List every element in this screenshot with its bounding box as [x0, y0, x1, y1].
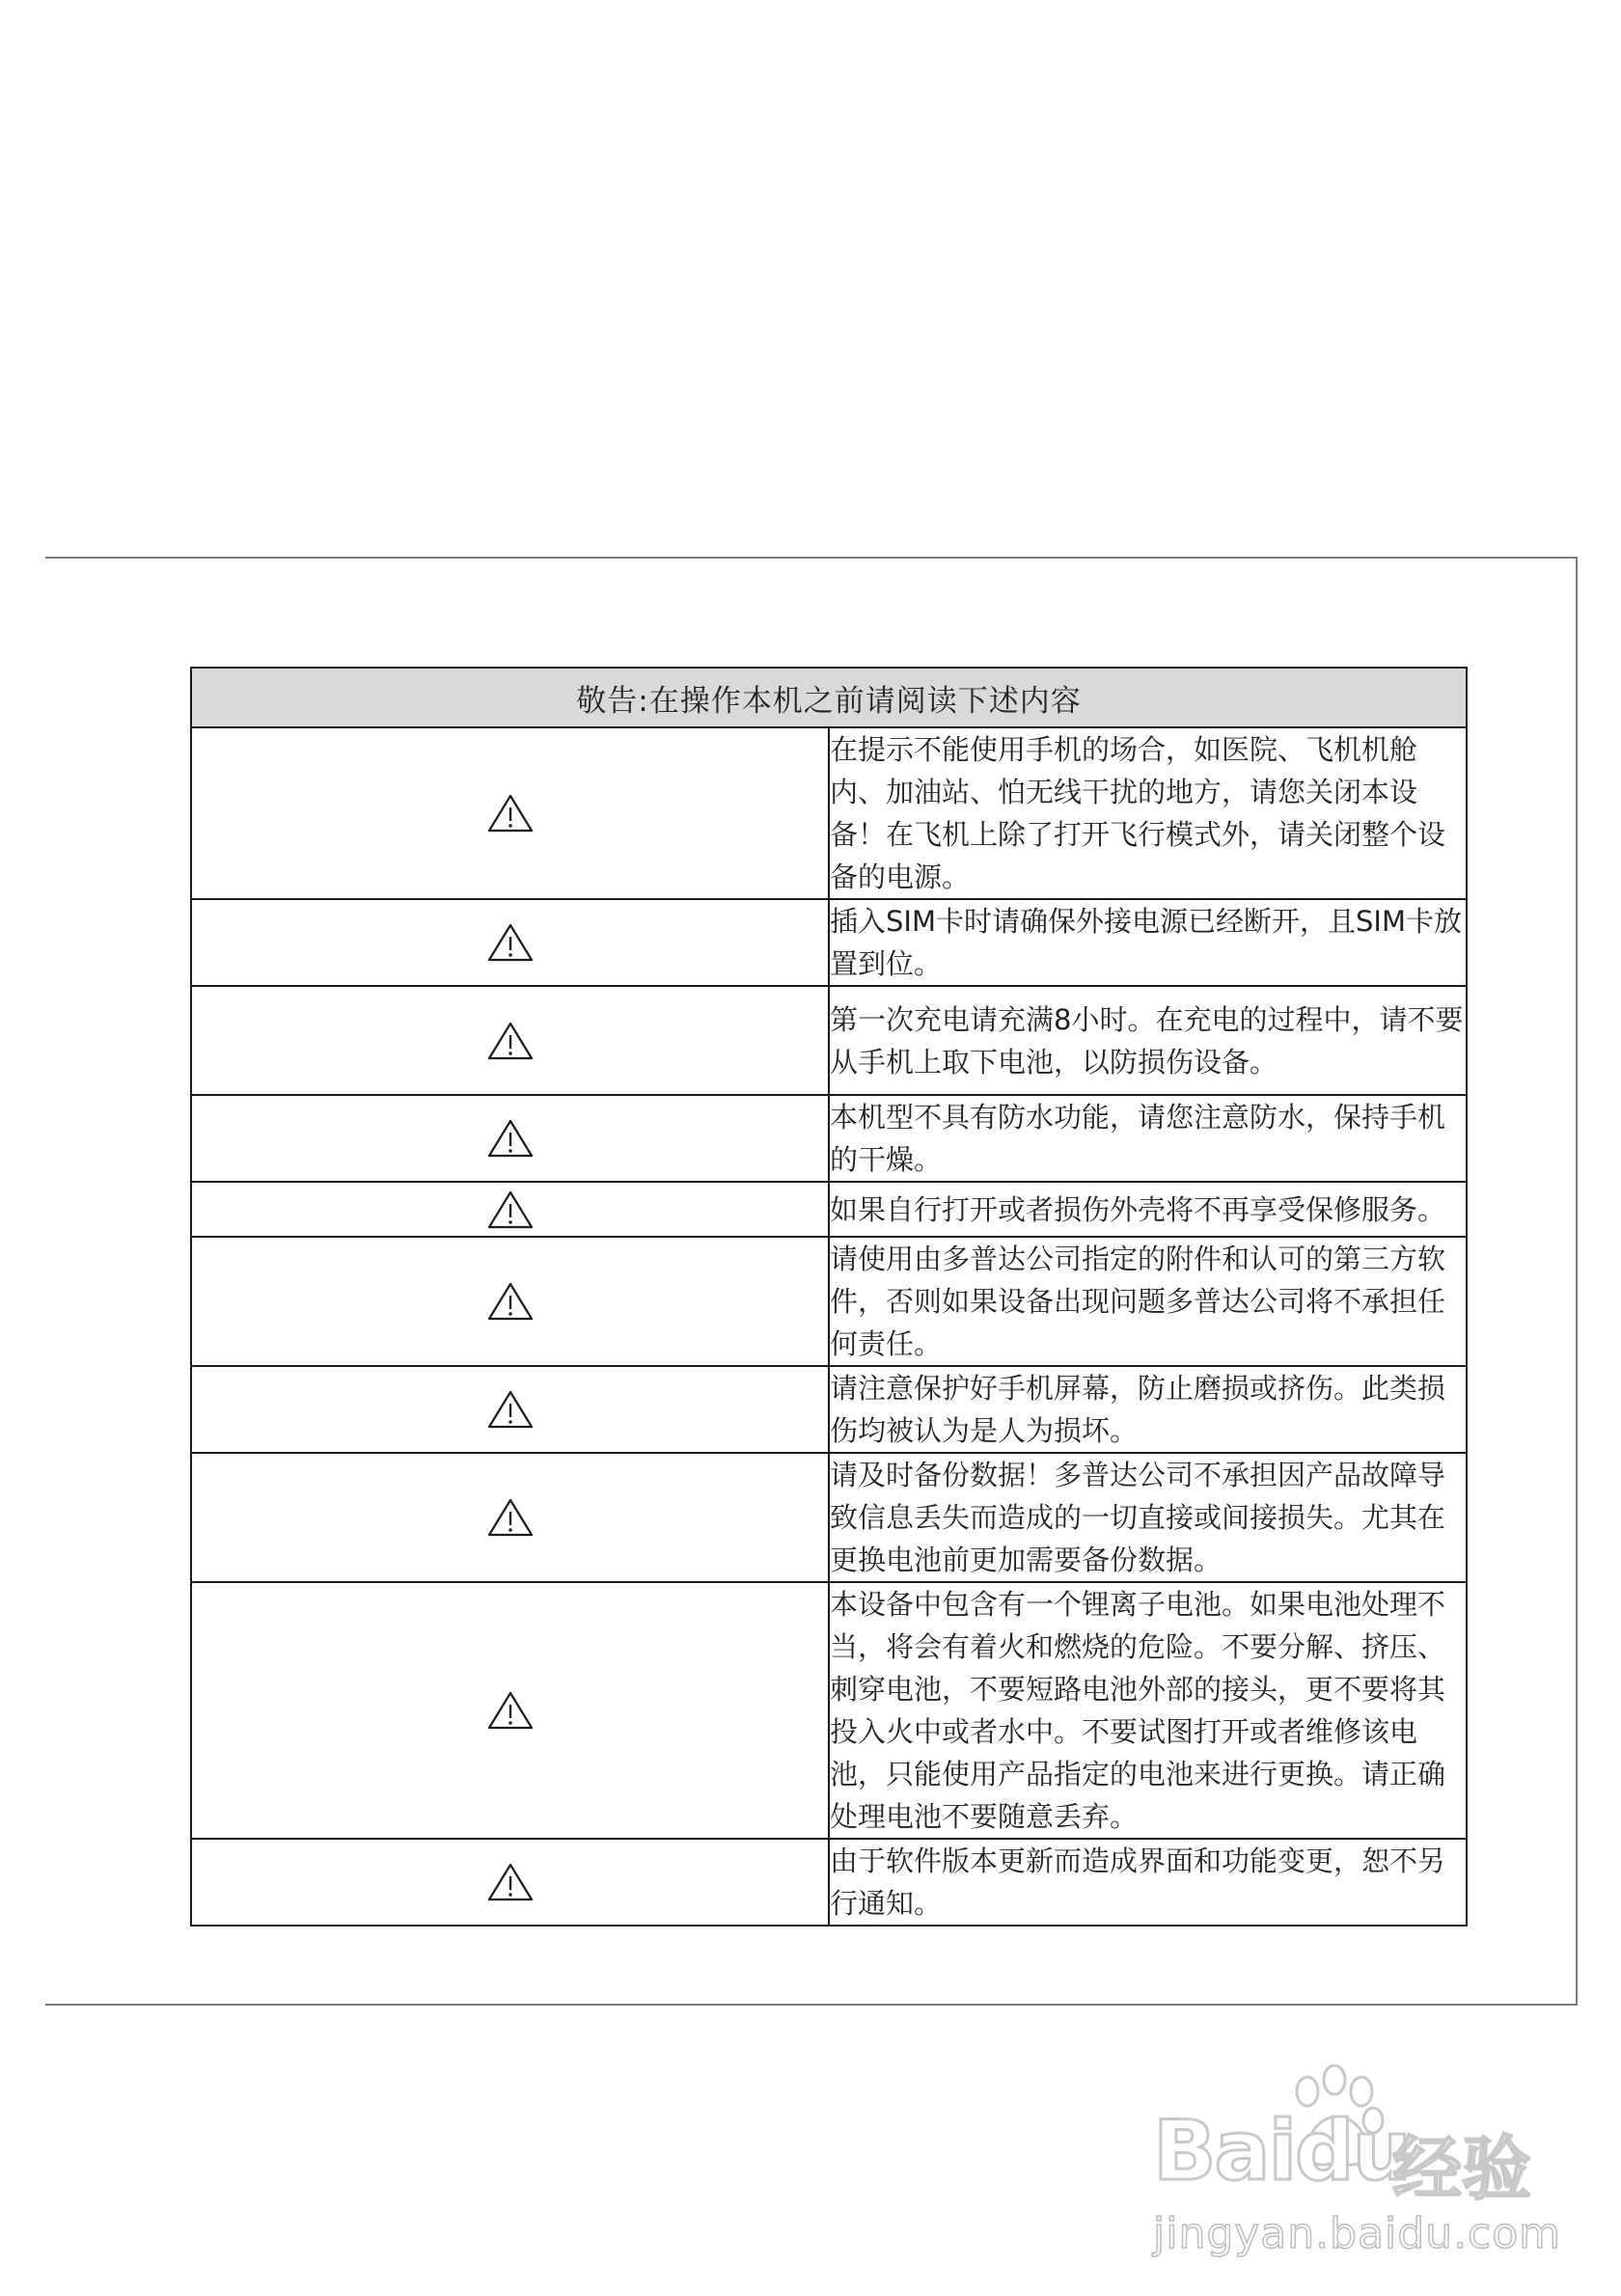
- warning-text: 如果自行打开或者损伤外壳将不再享受保修服务。: [829, 1182, 1467, 1237]
- warning-triangle-icon: [486, 1497, 535, 1538]
- warning-triangle-icon: [486, 1118, 535, 1159]
- warning-triangle-icon: [486, 1021, 535, 1061]
- frame-top-line: [45, 557, 1578, 559]
- warning-text: 由于软件版本更新而造成界面和功能变更，恕不另行通知。: [829, 1839, 1467, 1926]
- warning-icon-cell: [191, 1839, 829, 1926]
- warning-triangle-icon: [486, 1690, 535, 1731]
- warning-icon-cell: [191, 986, 829, 1095]
- warning-icon-cell: [191, 1453, 829, 1582]
- warning-row: [191, 986, 1467, 1095]
- warning-triangle-icon: [486, 922, 535, 963]
- warning-row: [191, 1453, 1467, 1582]
- watermark-product: 经验: [1392, 2128, 1532, 2209]
- warning-row: [191, 1095, 1467, 1182]
- warning-text: 请及时备份数据！多普达公司不承担因产品故障导致信息丢失而造成的一切直接或间接损失。尤其在更换电池前更加需要备份数据。: [829, 1453, 1467, 1582]
- warning-row: [191, 1582, 1467, 1839]
- warning-table: [190, 667, 1468, 1927]
- warning-icon-cell: [191, 1095, 829, 1182]
- watermark-brand: Baidu: [1153, 2103, 1410, 2200]
- warning-icon-cell: [191, 1182, 829, 1237]
- warning-list: [191, 727, 1467, 1926]
- warning-icon-cell: [191, 899, 829, 986]
- warning-icon-cell: [191, 1582, 829, 1839]
- warning-triangle-icon: [486, 1281, 535, 1322]
- warning-triangle-icon: [486, 1189, 535, 1230]
- warning-text: 第一次充电请充满8小时。在充电的过程中，请不要从手机上取下电池，以防损伤设备。: [829, 986, 1467, 1095]
- warning-text: 插入SIM卡时请确保外接电源已经断开，且SIM卡放置到位。: [829, 899, 1467, 986]
- warning-row: [191, 727, 1467, 899]
- warning-row: [191, 1237, 1467, 1366]
- table-title: 敬告:在操作本机之前请阅读下述内容: [191, 668, 1467, 727]
- warning-triangle-icon: [486, 1862, 535, 1902]
- warning-triangle-icon: [486, 1389, 535, 1430]
- warning-icon-cell: [191, 1366, 829, 1453]
- baidu-jingyan-watermark: [1153, 2064, 1562, 2277]
- watermark-url: jingyan.baidu.com: [1153, 2209, 1562, 2258]
- warning-triangle-icon: [486, 793, 535, 834]
- warning-icon-cell: [191, 1237, 829, 1366]
- frame-bottom-line: [45, 2004, 1578, 2006]
- warning-text: 请注意保护好手机屏幕，防止磨损或挤伤。此类损伤均被认为是人为损坏。: [829, 1366, 1467, 1453]
- warning-row: [191, 1366, 1467, 1453]
- warning-text: 本机型不具有防水功能，请您注意防水，保持手机的干燥。: [829, 1095, 1467, 1182]
- warning-text: 在提示不能使用手机的场合，如医院、飞机机舱内、加油站、怕无线干扰的地方，请您关闭本设备！在飞机上除了打开飞行模式外，请关闭整个设备的电源。: [829, 727, 1467, 899]
- warning-row: [191, 1839, 1467, 1926]
- frame-right-line: [1576, 557, 1578, 2006]
- warning-text: 请使用由多普达公司指定的附件和认可的第三方软件，否则如果设备出现问题多普达公司将不承担任何责任。: [829, 1237, 1467, 1366]
- warning-row: [191, 1182, 1467, 1237]
- warning-row: [191, 899, 1467, 986]
- warning-text: 本设备中包含有一个锂离子电池。如果电池处理不当，将会有着火和燃烧的危险。不要分解、挤压、刺穿电池，不要短路电池外部的接头，更不要将其投入火中或者水中。不要试图打开或者维修该电池，只能使用产品指定的电池来进行更换。请正确处理电池不要随意丢弃。: [829, 1582, 1467, 1839]
- warning-icon-cell: [191, 727, 829, 899]
